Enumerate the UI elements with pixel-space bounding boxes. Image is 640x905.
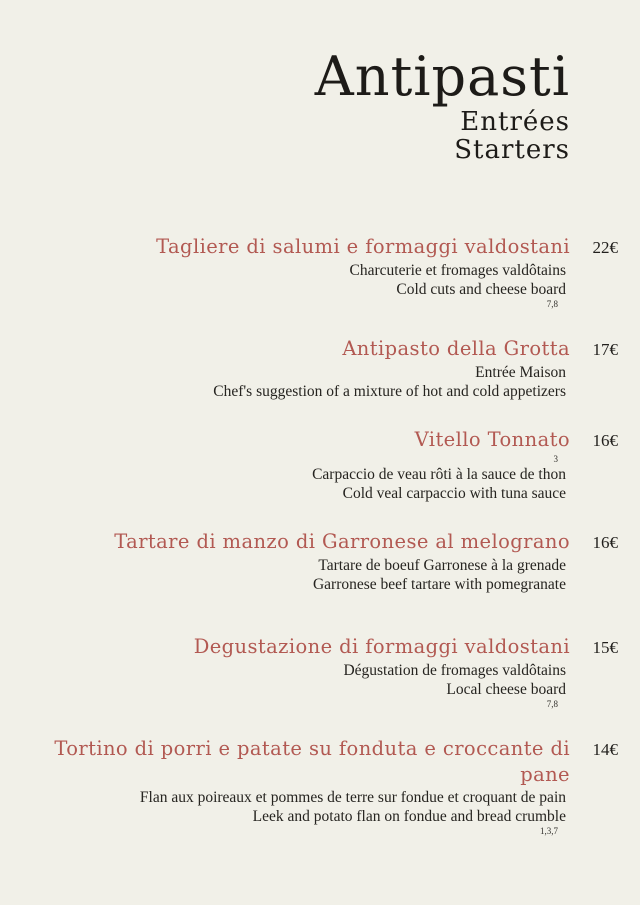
item-name: Antipasto della Grotta [342,337,570,360]
item-english: Cold cuts and cheese board [396,281,566,298]
item-allergens: 7,8 [546,299,558,309]
item-allergens: 3 [553,454,558,464]
item-name: Vitello Tonnato [414,428,570,451]
menu-item-list [20,234,618,837]
item-price: 16€ [592,431,618,450]
menu-subtitle-english: Starters [454,135,570,165]
item-french: Carpaccio de veau rôti à la sauce de thon [312,466,566,483]
item-name: Tartare di manzo di Garronese al melograno [114,530,570,553]
menu-title: Antipasti [314,45,570,108]
item-head [20,234,618,261]
item-english: Local cheese board [446,681,566,698]
item-english: Cold veal carpaccio with tuna sauce [342,485,566,502]
menu-item [20,529,618,594]
menu-subtitle-french: Entrées [460,107,570,137]
item-french: Charcuterie et fromages valdôtains [349,262,566,279]
menu-item [20,234,618,310]
item-french: Tartare de boeuf Garronese à la grenade [318,557,566,574]
item-head [20,634,618,661]
item-english: Leek and potato flan on fondue and bread crumble [252,808,566,825]
item-price: 14€ [592,740,618,759]
menu-item [20,634,618,710]
item-head [20,336,618,363]
menu-header [20,45,618,165]
menu-item [20,736,618,837]
item-name: Tortino di porri e patate su fonduta e croccante di pane [54,737,570,786]
item-price: 17€ [592,340,618,359]
item-head [20,736,618,788]
item-price: 16€ [592,533,618,552]
item-name: Degustazione di formaggi valdostani [193,635,570,658]
item-head [20,529,618,556]
menu-item [20,336,618,401]
item-head [20,427,618,454]
menu-item [20,427,618,503]
item-allergens: 1,3,7 [540,826,558,836]
item-english: Chef's suggestion of a mixture of hot and cold appetizers [213,383,566,400]
item-price: 15€ [592,638,618,657]
item-french: Dégustation de fromages valdôtains [343,662,566,679]
item-allergens: 7,8 [546,699,558,709]
item-english: Garronese beef tartare with pomegranate [312,576,566,593]
item-french: Flan aux poireaux et pommes de terre sur fondue et croquant de pain [139,789,566,806]
item-name: Tagliere di salumi e formaggi valdostani [156,235,570,258]
item-price: 22€ [592,238,618,257]
item-french: Entrée Maison [475,364,566,381]
